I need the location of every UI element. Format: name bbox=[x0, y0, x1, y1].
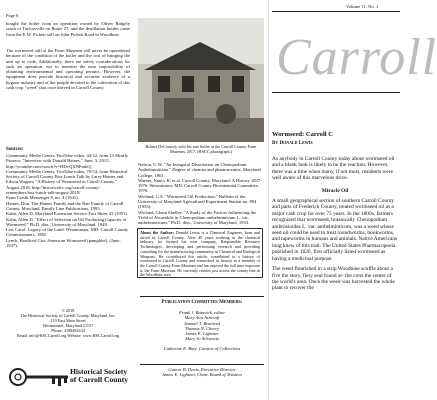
copyright-line: The Historical Society of Carroll County, Maryland, Inc. bbox=[20, 313, 116, 318]
sidebar-paragraph: The weed flourished in a strip Woodbine scuffle about a five the story, fiery seal found ar- the crest the center of the world's area. Once the weed was harvested the whole plant to recover the bbox=[272, 266, 395, 292]
committee-ex-officio: Catherine E. Baty, Curator of Collections bbox=[163, 345, 241, 351]
sidebar-paragraph: As anybody in Carroll County today about wormseed oil and a blank look is likely to be the reaction. However, there was a time when many, if not most, residents were well aware of this marvelous drive. bbox=[272, 156, 395, 182]
source-entry: Haines, Don. The Haines Family and the Bair Family of Carroll County, Maryland. Family Line Publications, 1995. bbox=[6, 200, 124, 211]
sources-list-left bbox=[6, 153, 130, 248]
source-entry: Lynch, Bradford Gist. American Wormseed (pamphlet). (June, 1937). bbox=[6, 237, 121, 249]
logo-line: Historical Society bbox=[70, 367, 128, 376]
committee-top-rule bbox=[140, 296, 264, 297]
page-number: Page 8 bbox=[6, 13, 19, 18]
sidebar-subhead: Miracle Oil bbox=[321, 187, 349, 194]
committee-member: Mary Jo Schwartz bbox=[185, 336, 219, 342]
committee-bottom-rule bbox=[140, 364, 264, 365]
committee-member: James E. Lightner bbox=[185, 331, 219, 337]
about-author-body: Donald Lewis is a Chemical Engineer, born and raised in Carroll County. After 40 years working in the chemical industry, he formed his own company, Responsible Resource Technologies, developing and performing research and providing consulting for the manufacturing community in Chemical and Biological Weapons. He co-authored this article, contributed to a history of wormseed in Carroll County and researched its history as a member of the Carroll County Farm Museum and has enjoyed the full time exposure to the Farm Museum. He currently resides just across the county line in the Woodbine area. bbox=[140, 230, 260, 278]
committee-footer-line: James E. Lightner, Chair, Board of Trustees bbox=[161, 372, 243, 378]
source-entry: Farm Credit Messenger 8, no. 4 (1941). bbox=[6, 195, 79, 201]
source-entry: Kahn, Allen D. "Effect of Selection on Oil Producing Capacity of Wormseed." Ph.D. diss., University of Maryland, 1948. bbox=[6, 216, 127, 227]
source-entry: Community Media Center, YouTube video, 44:32, from 13 Mostly Prosecs: "Interview with Donald Haines," June, 3, 2015, http://youtube.com/watch?v=HDvQXNPmkQ. bbox=[6, 153, 129, 169]
committee-members bbox=[140, 310, 264, 351]
source-entry: Wieland, Glenn Shelley. "A Study of the Factors Influencing the Yield of Ascaridole in Chenopodium anthelminticum L. var. anthelminticum." Ph.D. diss., University of Maryland, 1953. bbox=[138, 209, 257, 226]
sidebar-title: Wormseed: Carroll C bbox=[272, 131, 334, 138]
logo-text bbox=[70, 368, 128, 384]
masthead-title: Carroll bbox=[276, 29, 437, 86]
copyright-block bbox=[2, 308, 134, 338]
article-paragraph: The wormseed still at the Farm Museum will never be operational because of the condition of the boiler and the cost of bringing the unit up to code. Additionally, there are safety considerations for such an operation, not to mention the near impossibility of obtaining environmental and operating permits. However, the equipment does provide historical and accurate evidence of a bygone industry and of the people devoted to the cultivation of this cash crop "weed" that once thrived in Carroll County. bbox=[6, 48, 130, 91]
source-entry: Lea, Carol. Legacy of the Land. Westminster, MD: Carroll County Commissioners, 1982. bbox=[6, 227, 129, 238]
sidebar-paragraph: A small geographical section of southern Carroll County and parts of Frederick County, treated wormseed oil as a major cash crop for over 75 years. In the 1800s, farmers recognized that wormseed, botanically Chenopodium ambrosioides L. var. anthelminticum, was a weed whose seed oil could be used to treat roundworms, hookworms, and tapeworms in humans and animals. Native Americans long knew of this trait. The United States Pharmacopoeia published in 1820, first officially listed wormseed as having a medicinal purpose. bbox=[272, 198, 398, 262]
key-icon bbox=[8, 362, 72, 392]
right-page-divider bbox=[268, 0, 269, 400]
about-author-label: About the Author: bbox=[140, 230, 174, 235]
committee-member: Samuel T. Brainerd bbox=[184, 320, 220, 326]
sidebar-column bbox=[272, 156, 398, 292]
society-logo bbox=[8, 360, 132, 394]
copyright-line: Email: info@HSCCarroll.org Website: www.HSCCarroll.org bbox=[16, 333, 120, 338]
copyright-line: Phone: 4108482434 bbox=[51, 328, 85, 333]
source-entry: Wieland, G.S. "Wormseed Oil Production." Bulletin of the University of Maryland Agricultural Experiment Station no. 894 (1953). bbox=[138, 193, 257, 210]
committee-member: Frank J. Batavick, editor bbox=[178, 310, 226, 315]
volume-number: Volume 11, No. 1 bbox=[346, 4, 379, 9]
sources-heading: Sources: bbox=[6, 147, 24, 152]
source-entry: Community Media Center, YouTube video, 70:54, from Historical Society of Carroll County Box Lunch Talk by Larry Haines and Edwin Wagner, "A History of Wormseed in Carroll County," August 2018, http://historicalcc.org/carroll-county-remembers/box-lunch-talk-august-2018/ bbox=[6, 168, 128, 196]
copyright-line: 210 East Main Street bbox=[50, 318, 86, 323]
about-author-text bbox=[140, 231, 260, 278]
source-entry: Kahn, Allen D. Maryland Extension Service Fact Sheet 43 (1951). bbox=[6, 211, 128, 217]
sources-list-right bbox=[138, 162, 264, 226]
sidebar-byline: By Donald Lewis bbox=[272, 141, 313, 146]
committee-footer-line: Gainor B. Davis, Executive Director bbox=[168, 367, 236, 372]
logo-line: of Carroll County bbox=[70, 375, 129, 384]
committee-member: Thomas N. Cherry bbox=[184, 325, 220, 331]
committee-heading: Publication Committee Members: bbox=[161, 300, 243, 305]
copyright-line: © 2018 bbox=[61, 308, 75, 313]
source-entry: Nelson, G.W. "An Inaugural Dissertation on Chenopodium Anthelminticum." Degree of chemist and pharmaceutist, Maryland College, 1861. bbox=[138, 162, 261, 178]
source-entry: Warner, Nancy B. et al. Carroll County, Maryland: A History 1837-1976. Westminster, MD: Carroll County Bicentennial Committee, 1976. bbox=[138, 177, 262, 194]
masthead-top-rule bbox=[272, 11, 400, 12]
article-intro-paragraph: bought the boiler from an operation owned by Oliver Ridgely south of Taylorsville on Route 27, and the distillation bottles came from the E.W. Pickett still on John Pickett Road in Woodbine. bbox=[6, 21, 130, 37]
photo-caption: Robert DeCourcey with his rare boiler at the Carroll County Farm Museum, 2017. (HSCC photograph.) bbox=[145, 144, 257, 154]
committee-member: Mary Ann Ashcraft bbox=[184, 315, 220, 321]
masthead-bottom-rule bbox=[272, 92, 400, 93]
committee-footer bbox=[140, 367, 264, 378]
farm-museum-photo bbox=[138, 18, 264, 142]
about-author-box bbox=[137, 228, 263, 278]
copyright-line: Westminster, Maryland 21157 bbox=[42, 323, 94, 328]
building-image bbox=[138, 18, 264, 142]
